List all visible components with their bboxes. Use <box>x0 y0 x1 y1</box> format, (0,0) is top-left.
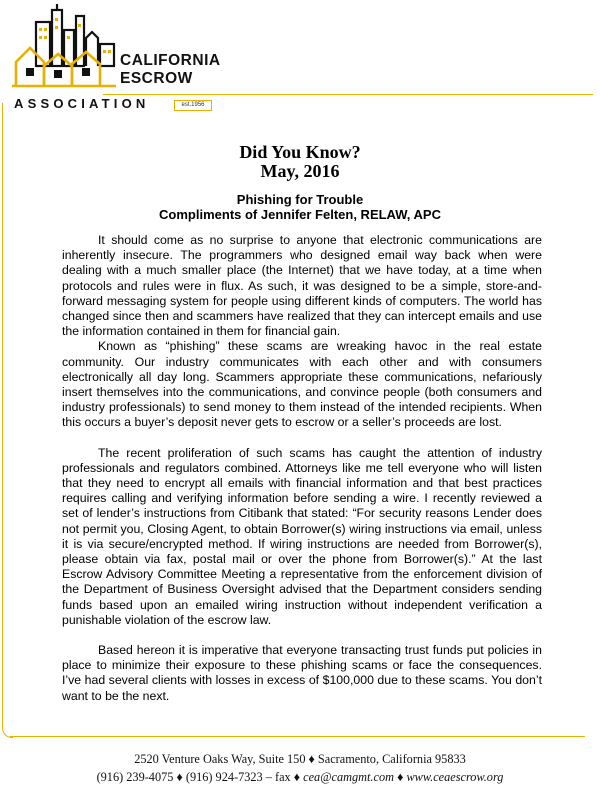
logo-line-california: CALIFORNIA <box>120 52 221 69</box>
article-paragraph: The recent proliferation of such scams has caught the attention of industry professionals and regulators combined. Attorneys like me tell everyone who will listen that they need to encrypt all emails with financial information and that best practices requires calling and verifying information before sending a wire. I recently reviewed a set of lender’s instructions from Citibank that stated: “For security reasons Lender does not permit you, Closing Agent, to obtain Borrower(s) wiring instructions via email, unless it is via secure/encrypted method. If wiring instructions are needed from Borrower(s), please obtain via fax, postal mail or over the phone from Borrower(s).” At the last Escrow Advisory Committee Meeting a representative from the enforcement division of the Department of Business Oversight advised that the Department considers sending funds based upon an emailed wiring instruction without independent verification a punishable violation of the escrow law. <box>62 445 542 627</box>
logo-wordmark <box>120 52 221 88</box>
skyline-logo-icon <box>12 4 124 96</box>
article-paragraph: Based hereon it is imperative that everyone transacting trust funds put policies in place to minimize their exposure to these phishing scams or face the consequences. I’ve had several clients with losses in excess of $100,000 due to these scams. You don’t want to be the next. <box>62 643 542 703</box>
footer-street: 2520 Venture Oaks Way, Suite 150 <box>134 752 306 766</box>
footer-phone: (916) 239-4075 <box>96 770 174 784</box>
article-paragraph: It should come as no surprise to anyone that electronic communications are inherently insecure. The programmers who designed email way back when were dealing with a much smaller place (the Internet) that we have today, at a time when protocols and rules were in flux. As such, it was designed to be a simple, store-and-forward messaging system for people using different kinds of computers. The world has changed since then and scammers have realized that they can intercept emails and use the information contained in them for financial gain. <box>62 233 542 339</box>
logo-line-association: ASSOCIATION <box>14 96 150 111</box>
separator-icon: ♦ <box>293 770 301 784</box>
frame-bottom-rule <box>10 736 585 737</box>
separator-icon: ♦ <box>397 770 404 784</box>
newsletter-date: May, 2016 <box>260 161 340 181</box>
article-body <box>62 233 542 704</box>
footer-city: Sacramento, California 95833 <box>317 752 466 766</box>
separator-icon: ♦ <box>176 770 183 784</box>
article-paragraph: Known as “phishing” these scams are wreaking havoc in the real estate community. Our industry communicates with each other and with consumers electronically all day long. Scammers appropriate these communications, nefariously insert themselves into the communications, and convince people (both consumers and industry professionals) to send money to them instead of the intended recipients. When this occurs a buyer’s deposit never gets to escrow or a seller’s proceeds are lost. <box>62 339 542 430</box>
article-credit: Compliments of Jennifer Felten, RELAW, APC <box>159 207 441 222</box>
logo-line-escrow: ESCROW <box>120 70 193 87</box>
separator-icon: ♦ <box>308 752 315 766</box>
article-title: Phishing for Trouble <box>236 192 364 207</box>
footer-address-line <box>0 752 600 767</box>
newsletter-title: Did You Know? <box>239 142 361 162</box>
footer-contact-line <box>0 770 600 785</box>
cea-logo <box>4 4 224 112</box>
footer-fax: (916) 924-7323 – fax <box>185 770 291 784</box>
logo-established-badge: est.1956 <box>174 100 212 111</box>
footer-email-link[interactable]: cea@camgmt.com <box>303 770 394 784</box>
footer-website-link[interactable]: www.ceaescrow.org <box>406 770 504 784</box>
